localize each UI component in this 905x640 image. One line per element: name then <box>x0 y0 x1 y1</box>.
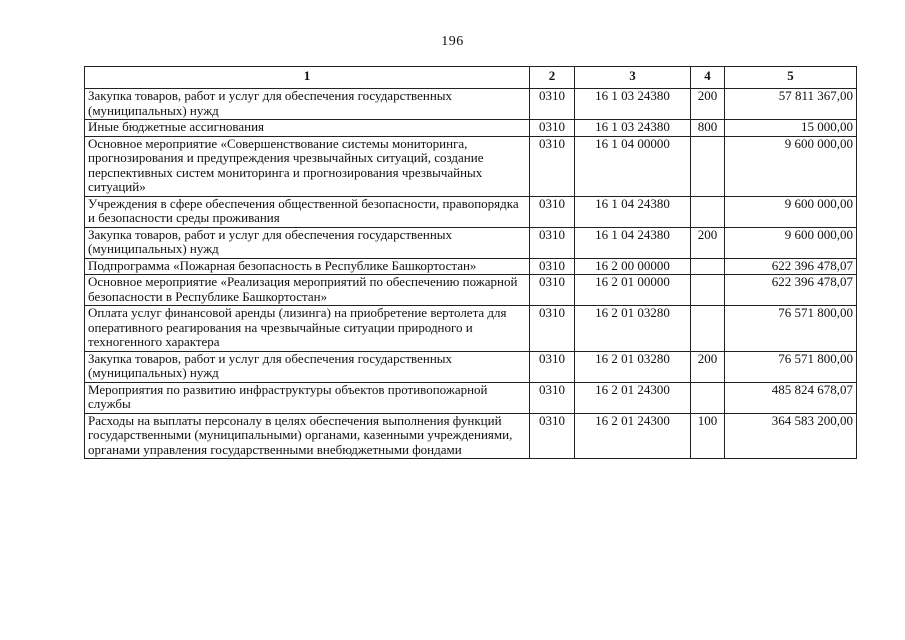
row-amount: 57 811 367,00 <box>725 89 857 120</box>
table-row <box>85 351 857 382</box>
row-amount: 9 600 000,00 <box>725 196 857 227</box>
header-col-2: 2 <box>530 67 575 89</box>
page-number: 196 <box>441 34 464 49</box>
row-amount: 76 571 800,00 <box>725 306 857 352</box>
row-target-code: 16 2 01 24300 <box>575 413 691 459</box>
row-expense-type <box>691 275 725 306</box>
row-target-code: 16 1 04 24380 <box>575 196 691 227</box>
row-section-code: 0310 <box>530 120 575 137</box>
row-section-code: 0310 <box>530 136 575 196</box>
row-name: Закупка товаров, работ и услуг для обеспечения государственных (муниципальных) нужд <box>85 351 530 382</box>
table-row <box>85 120 857 137</box>
row-target-code: 16 2 00 00000 <box>575 258 691 275</box>
budget-table <box>84 66 857 459</box>
header-col-5: 5 <box>725 67 857 89</box>
row-name: Учреждения в сфере обеспечения общественной безопасности, правопорядка и безопасности среды проживания <box>85 196 530 227</box>
row-target-code: 16 2 01 00000 <box>575 275 691 306</box>
row-expense-type <box>691 382 725 413</box>
row-name: Мероприятия по развитию инфраструктуры объектов противопожарной службы <box>85 382 530 413</box>
table-row <box>85 196 857 227</box>
row-expense-type: 200 <box>691 227 725 258</box>
row-expense-type <box>691 136 725 196</box>
row-target-code: 16 1 04 00000 <box>575 136 691 196</box>
row-amount: 9 600 000,00 <box>725 227 857 258</box>
row-section-code: 0310 <box>530 89 575 120</box>
row-name: Закупка товаров, работ и услуг для обеспечения государственных (муниципальных) нужд <box>85 89 530 120</box>
row-target-code: 16 1 03 24380 <box>575 89 691 120</box>
row-name: Основное мероприятие «Реализация мероприятий по обеспечению пожарной безопасности в Республике Башкортостан» <box>85 275 530 306</box>
table-body <box>85 89 857 459</box>
table-row <box>85 413 857 459</box>
table-row <box>85 89 857 120</box>
row-amount: 622 396 478,07 <box>725 258 857 275</box>
row-expense-type: 100 <box>691 413 725 459</box>
table-row <box>85 258 857 275</box>
row-amount: 76 571 800,00 <box>725 351 857 382</box>
row-name: Закупка товаров, работ и услуг для обеспечения государственных (муниципальных) нужд <box>85 227 530 258</box>
row-section-code: 0310 <box>530 413 575 459</box>
table-row <box>85 275 857 306</box>
row-target-code: 16 2 01 24300 <box>575 382 691 413</box>
table-row <box>85 227 857 258</box>
row-amount: 9 600 000,00 <box>725 136 857 196</box>
row-name: Оплата услуг финансовой аренды (лизинга) на приобретение вертолета для оперативного реагирования на чрезвычайные ситуации природного и техногенного характера <box>85 306 530 352</box>
header-col-4: 4 <box>691 67 725 89</box>
row-target-code: 16 2 01 03280 <box>575 351 691 382</box>
header-col-1: 1 <box>85 67 530 89</box>
row-target-code: 16 2 01 03280 <box>575 306 691 352</box>
row-expense-type <box>691 306 725 352</box>
row-expense-type: 200 <box>691 89 725 120</box>
row-section-code: 0310 <box>530 258 575 275</box>
row-amount: 364 583 200,00 <box>725 413 857 459</box>
table-row <box>85 382 857 413</box>
row-section-code: 0310 <box>530 351 575 382</box>
row-section-code: 0310 <box>530 227 575 258</box>
table-row <box>85 306 857 352</box>
row-amount: 622 396 478,07 <box>725 275 857 306</box>
row-expense-type <box>691 258 725 275</box>
table-header-row <box>85 67 857 89</box>
row-section-code: 0310 <box>530 306 575 352</box>
table-row <box>85 136 857 196</box>
row-amount: 485 824 678,07 <box>725 382 857 413</box>
row-target-code: 16 1 03 24380 <box>575 120 691 137</box>
row-expense-type: 800 <box>691 120 725 137</box>
row-name: Подпрограмма «Пожарная безопасность в Республике Башкортостан» <box>85 258 530 275</box>
row-section-code: 0310 <box>530 275 575 306</box>
row-name: Иные бюджетные ассигнования <box>85 120 530 137</box>
row-target-code: 16 1 04 24380 <box>575 227 691 258</box>
row-name: Основное мероприятие «Совершенствование системы мониторинга, прогнозирования и предупреждения чрезвычайных ситуаций, создание перспективных систем мониторинга и прогнозирования чрезвычайных ситуаций» <box>85 136 530 196</box>
row-section-code: 0310 <box>530 196 575 227</box>
header-col-3: 3 <box>575 67 691 89</box>
row-section-code: 0310 <box>530 382 575 413</box>
row-expense-type <box>691 196 725 227</box>
row-amount: 15 000,00 <box>725 120 857 137</box>
row-expense-type: 200 <box>691 351 725 382</box>
row-name: Расходы на выплаты персоналу в целях обеспечения выполнения функций государственными (муниципальными) органами, казенными учреждениями, органами управления государственными внебюджетными фондами <box>85 413 530 459</box>
